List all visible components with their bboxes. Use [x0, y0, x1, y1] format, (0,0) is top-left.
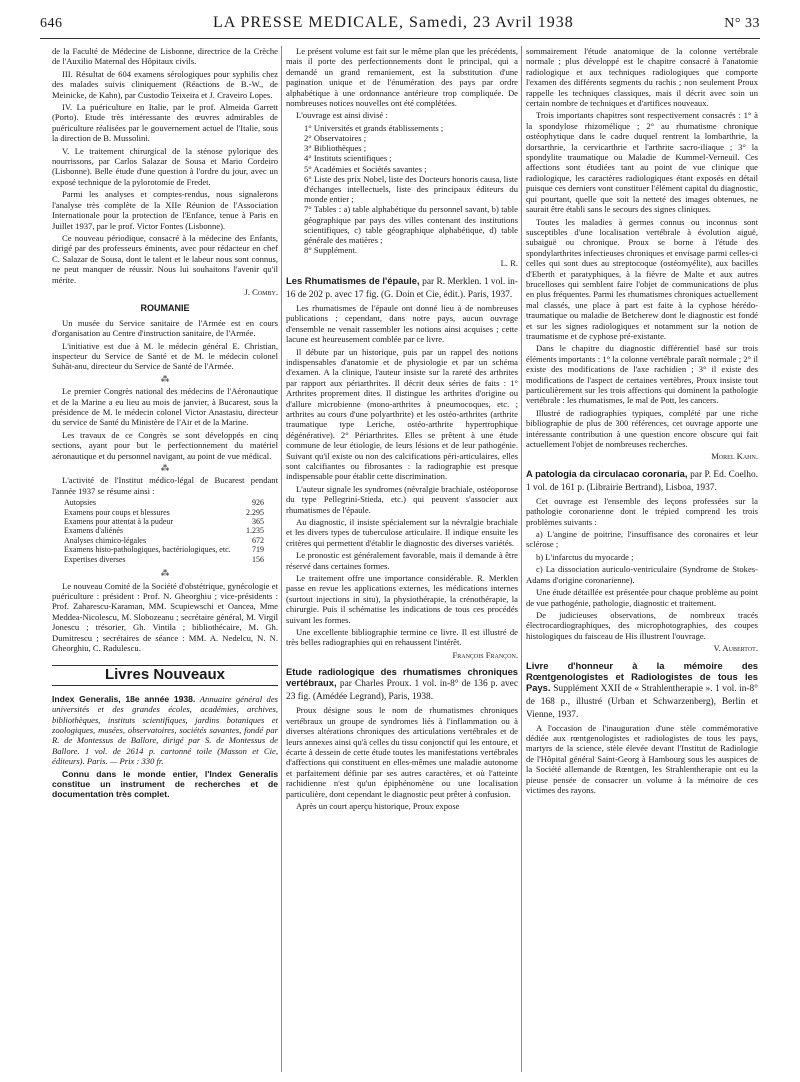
page-header	[40, 14, 760, 36]
paragraph: L'activité de l'Institut médico-légal de Bucarest pendant l'année 1937 se résume ainsi :	[52, 475, 278, 496]
paragraph: Les travaux de ce Congrès se sont développés en cinq sections, ayant pour but le perfectionnement du matériel aéronautique et du personnel navigant, au point de vue médical.	[52, 429, 278, 461]
list-item: 1° Universités et grands établissements ;	[304, 122, 444, 133]
book-review	[52, 694, 278, 767]
book-reference: par R. Merklen. 1 vol. in-16 de 202 p. avec 17 fig. (G. Doin et Cie, édit.). Paris, 1937.	[286, 276, 518, 300]
stat-value: 672	[252, 535, 264, 545]
paragraph: Le pronostic est généralement favorable, mais il demande à être réservé dans certaines formes.	[286, 550, 518, 571]
stat-label: Expertises diverses	[64, 554, 126, 564]
stat-label: Examens pour attentat à la pudeur	[64, 517, 174, 527]
table-row	[52, 517, 278, 526]
list-item: 3° Bibliothèques ;	[304, 143, 367, 154]
paragraph: Trois importants chapitres sont respectivement consacrés : 1° à la spondylose rhizomélique ; 2° au rhumatisme chronique ostéophytique dans le cadre duquel rentrent la lombarthrie, la dorsarthrie, la cervicarthrie et l'arthrite sacro-iliaque ; 3° la spondylite traumatique ou Maladie de Kummel-Verneuil. Ces affections sont étudiées tant au point de vue clinique que radiologique, les caractères radiologiques étant exposés en détail puisque ces derniers vont constituer l'élément capital du diagnostic, qui pourtant, quelle que soit la netteté des images obtenues, ne saurait être établi sans le secours des signes cliniques.	[526, 110, 758, 215]
book-review-heading	[286, 666, 518, 703]
paragraph: Un musée du Service sanitaire de l'Armée est en cours d'organisation au Centre d'instruction sanitaire, de l'Armée.	[52, 317, 278, 339]
book-title: Index Generalis, 18e année 1938.	[52, 693, 196, 704]
signature: François Françon.	[452, 649, 518, 660]
table-row	[52, 498, 278, 507]
paragraph: Ce nouveau périodique, consacré à la médecine des Enfants, dirigé par des professeurs éminents, avec pour rédacteur en chef C. Salazar de Sousa, dont le talent et le labeur nous sont connus, ne peut manquer de réussir. Nous lui souhaitons l'avenir qu'il mérite.	[52, 232, 278, 285]
section-separator: ⁂	[160, 463, 170, 474]
book-reference: Annuaire général des universités et des grandes écoles, académies, archives, bibliothèques, instituts scientifiques, jardins botaniques et zoologiques, musées, observatoires, sociétés savantes, fondé par R. de Montessus de Ballore, dirigé par S. de Montessus de Ballore. 1 vol. de 2614 p. cartonné toile (Masson et Cie, éditeurs). Paris. — Prix : 330 fr.	[52, 693, 278, 767]
book-title: Etude radiologique des rhumatismes chroniques vertébraux,	[286, 666, 518, 689]
section-title: Livres Nouveaux	[52, 665, 278, 685]
book-title: Les Rhumatismes de l'épaule,	[286, 274, 420, 286]
statistics-table	[52, 498, 278, 564]
list-item: c) La dissociation auriculo-ventriculaire (Syndrome de Stokes-Adams d'origine coronarienne).	[526, 564, 758, 585]
journal-title: LA PRESSE MEDICALE, Samedi, 23 Avril 1938	[213, 14, 574, 31]
stat-value: 2.295	[246, 507, 264, 517]
book-review-heading	[526, 660, 758, 721]
stat-value: 926	[252, 498, 264, 508]
paragraph: V. Le traitement chirurgical de la sténose pylorique des nourrissons, par Carlos Salazar de Sousa et Mario Cordeiro (Lisbonne). Belle étude d'une question à l'ordre du jour, avec un exposé technique de la pylorotomie de Fredet.	[52, 145, 278, 187]
book-review-heading	[286, 275, 518, 301]
signature: L. R.	[500, 258, 518, 269]
paragraph: Illustré de radiographies typiques, complété par une riche bibliographie de plus de 300 références, cet ouvrage apporte une intéressante contribution à une question encore obscure qui fait actuellement l'objet de nombreuses recherches.	[526, 407, 758, 450]
paragraph: Cet ouvrage est l'ensemble des leçons professées sur la pathologie coronarienne dont le trépied comprend les trois problèmes suivants :	[526, 495, 758, 527]
stat-label: Examens histo-pathologiques, bactériologiques, etc.	[64, 545, 231, 555]
book-title: Livre d'honneur à la mémoire des Rœntgenologistes et Radiologistes de tous les Pays.	[526, 659, 758, 693]
paragraph: Une étude détaillée est présentée pour chaque problème au point de vue pathogénie, pathologie, diagnostic et traitement.	[526, 587, 758, 608]
table-row	[52, 508, 278, 517]
paragraph: Le nouveau Comité de la Société d'obstétrique, gynécologie et puériculture : président : Prof. N. Gheorghiu ; vice-présidents : Prof. Zaharescu-Karaman, MM. Scupiewschi et Oancea, Mme Meddea-Nicolescu, M. Slobozeanu ; secrétaire général, M. Virgil Jonescu ; trésorier, Gh. Vintila ; bibliothécaire, M. Gh. Dumitrescu ; secrétaires de séance : MM. A. Nedelcu, N. N. Gheorghiu, C. Radulescu.	[52, 580, 278, 653]
stat-value: 156	[252, 554, 264, 564]
paragraph: De judicieuses observations, de nombreux tracés électrocardiographiques, des microphotographies, des coupes histologiques du faisceau de His illustrent l'ouvrage.	[526, 609, 758, 641]
header-rule	[40, 38, 760, 39]
paragraph: Toutes les maladies à germes connus ou inconnus sont susceptibles d'une localisation vertébrale à évolution aiguë, subaiguë ou chronique. Proux se borne à l'étude des spondylarthrites infectieuses chroniques et envisage parmi celles-ci celles qui sont dues au streptocoque (ostéomyélite), aux bacilles d'Eberth et paratyphiques, à la fièvre de Malte et aux autres brucelloses qui semblent faire l'objet de communications de plus en plus fréquentes. Parmi les rhumatismes chroniques actuellement mal classés, une place à part est faite à la cyphose hérédo-traumatique ou maladie de Betcherew dont le diagnostic est fondé et sur les signes radiologiques et notamment sur la notion de traumatisme et de cyphose pré-existante.	[526, 216, 758, 341]
list-item: a) L'angine de poitrine, l'insuffisance des coronaires et leur sclérose ;	[526, 529, 758, 550]
book-reference: par Charles Proux. 1 vol. in-8° de 136 p. avec 23 fig. (Amédée Legrand), Paris, 1938.	[286, 679, 518, 703]
list-item: 8° Supplément.	[304, 245, 358, 256]
signature: J. Comby.	[244, 286, 278, 297]
paragraph: Connu dans le monde entier, l'Index Generalis constitue un instrument de recherches et de documentation très complet.	[52, 768, 278, 800]
paragraph: Au diagnostic, il insiste spécialement sur la névralgie brachiale et les divers types de tuberculose articulaire. Il indique ensuite les critères qui permettent d'établir le diagnostic des diverses variétés.	[286, 517, 518, 548]
column-divider	[281, 46, 282, 1072]
paragraph: L'auteur signale les syndromes (névralgie brachiale, ostéoporose du type Pellegrini-Stieda, etc.) qui peuvent s'associer aux rhumatismes de l'épaule.	[286, 483, 518, 515]
paragraph: Proux désigne sous le nom de rhumatismes chroniques vertébraux un groupe de syndromes liés à l'inflammation ou à diverses altérations chroniques des articulations vertébrales et de leurs annexes ainsi qu'à celles du tissu conjonctif qui les entoure, et écarte à dessein de cette étude toutes les manifestations vertébrales d'affections qui constituent en elles-mêmes une maladie autonome et parfaitement définie par ses autres caractères, et où l'atteinte rachidienne n'est qu'un épiphénomène ou une localisation particulière, dont cependant le diagnostic peut prêter à confusion.	[286, 705, 518, 799]
paragraph: Parmi les analyses et comptes-rendus, nous signalerons l'analyse très complète de la XIIe Réunion de l'Association Internationale pour la protection de l'Enfance, tenue à Paris en Juillet 1937, par le prof. Victor Fontes (Lisbonne).	[52, 189, 278, 231]
column-2	[286, 46, 518, 1074]
column-1	[52, 46, 278, 1074]
stat-value: 719	[252, 545, 264, 555]
stat-label: Autopsies	[64, 498, 96, 508]
paragraph: IV. La puériculture en Italie, par le prof. Almeida Garrett (Porto). Etude très intéressante des œuvres admirables de puériculture réalisées par le gouvernement actuel de l'Italie, sous la direction de B. Mussolini.	[52, 102, 278, 144]
paragraph: sommairement l'étude anatomique de la colonne vertébrale normale ; plus développé est le chapitre consacré à l'anatomie radiologique et aux techniques radiologiques que comporte l'examen des différents segments du rachis ; non seulement Proux rappelle les techniques classiques, mais il décrit avec soin un certain nombre de techniques et d'artifices nouveaux.	[526, 46, 758, 109]
list-item: b) L'infarctus du myocarde ;	[536, 551, 634, 562]
stat-label: Analyses chimico-légales	[64, 535, 146, 545]
paragraph: Une excellente bibliographie termine ce livre. Il est illustré de très belles radiographies qui en rehaussent l'intérêt.	[286, 627, 518, 648]
list-item: 6° Liste des prix Nobel, liste des Docteurs honoris causa, liste d'échanges intellectuels, liste des principaux éditeurs du monde entier ;	[304, 173, 518, 205]
section-separator: ⁂	[160, 568, 170, 579]
paragraph: de la Faculté de Médecine de Lisbonne, directrice de la Crèche de l'Auxilio Maternal des Hôpitaux civils.	[52, 46, 278, 67]
issue-number: N° 33	[724, 16, 760, 31]
paragraph: III. Résultat de 604 examens sérologiques pour syphilis chez des malades suivis cliniquement (Réactions de B.-W., de Meinicke, de Kahn), par Custodio Teixeira et J. Craveiro Lopes.	[52, 68, 278, 100]
table-row	[52, 545, 278, 554]
paragraph: A l'occasion de l'inauguration d'une stèle commémorative dédiée aux rœntgenologistes et radiologistes de tous les pays, martyrs de la science, stèle élevée devant l'Institut de Radiologie de l'Hôpital général Saint-Georg à Hambourg sous les auspices de la Société allemande de Rœntgen, les Strahlentherapie ont eu la pieuse pensée de consacrer un volume à la mémoire de ces victimes des rayons.	[526, 722, 758, 795]
stat-value: 1.235	[246, 526, 264, 536]
paragraph: L'initiative est due à M. le médecin général E. Christian, inspecteur du Service de Santé et de M. le médecin colonel Suhăt-anu, directeur du Service de Santé de l'Armée.	[52, 340, 278, 372]
table-row	[52, 555, 278, 564]
list-item: 4° Instituts scientifiques ;	[304, 153, 392, 164]
paragraph: Le traitement offre une importance considérable. R. Merklen passe en revue les applications externes, les médications internes (surtout injections in situ), la physiothérapie, la crénothérapie, la chirurgie. Puis il schématise les indications de tous ces procédés suivant les formes.	[286, 573, 518, 625]
book-reference: Supplément XXII de « Strahlentherapie ». 1 vol. in-8° de 168 p., illustré (Urban et Schwarzenberg), Berlin et Vienne, 1937.	[526, 683, 758, 720]
column-divider	[521, 46, 522, 1072]
list-item: 5° Académies et Sociétés savantes ;	[304, 163, 427, 174]
paragraph: L'ouvrage est ainsi divisé :	[296, 110, 388, 121]
paragraph: Après un court aperçu historique, Proux expose	[296, 800, 460, 811]
table-row	[52, 526, 278, 535]
signature: Morel Kahn.	[711, 451, 758, 462]
list-item: 2° Observatoires ;	[304, 133, 367, 144]
stat-label: Examens pour coups et blessures	[64, 507, 170, 517]
list-item: 7° Tables : a) table alphabétique du personnel savant, b) table géographique par pays des villes contenant des institutions scientifiques, c) table géographique alphabétique, d) table générale des matières ;	[304, 204, 518, 246]
signature: V. Aubertot.	[713, 643, 758, 654]
book-reference: par P. Ed. Coelho. 1 vol. de 161 p. (Librairie Bertrand), Lisboa, 1937.	[526, 469, 758, 493]
table-row	[52, 536, 278, 545]
paragraph: Dans le chapitre du diagnostic différentiel basé sur trois éléments importants : 1° la colonne vertébrale paraît normale ; 2° il existe des modifications de l'axe rachidien ; 3° il existe des modifications de l'aspect de certaines vertèbres, Proux insiste tout particulièrement sur les trois affections qui dominent la pathologie vertébrale : les rhumatismes, le mal de Pott, les cancers.	[526, 343, 758, 406]
section-separator: ⁂	[160, 373, 170, 384]
stat-label: Examens d'aliénés	[64, 526, 123, 536]
paragraph: Il débute par un historique, puis par un rappel des notions indispensables d'anatomie et de physiologie et par un schéma d'examen. A la clinique, l'auteur insiste sur la rareté des arthrites par rapport aux périarthrites. Il décrit deux séries de faits : 1° Arthrites proprement dites. Il distingue les arthrites d'origine ou d'allure microbienne (mono-arthrites à pneumocoques, etc. ; arthrites au cours d'une polyarthrite) et les ostéo-arthrites (arthrite traumatique type Leriche, ostéo-arthrite hypertrophique dégénérative). 2° Périarthrites. Elles se prêtent à une étude commune de leur étiologie, de leurs lésions et de leur pathogénie. Suivant qu'il existe ou non des calcifications péri-articulaires, elles sont calcifiantes ou fibrosantes : la radiographie est presque indispensable pour établir cette discrimination.	[286, 346, 518, 482]
stat-value: 365	[252, 517, 264, 527]
column-3	[526, 46, 758, 1074]
paragraph: Le présent volume est fait sur le même plan que les précédents, mais il porte des perfectionnements dont le principal, qui a demandé un grand remaniement, est la substitution d'une pagination unique et de l'énumération des pays par ordre alphabétique à une ordonnance antérieure trop compliquée. De nombreuses notices nouvelles ont été complétées.	[286, 46, 518, 109]
page-number: 646	[40, 16, 63, 31]
paragraph: Les rhumatismes de l'épaule ont donné lieu à de nombreuses publications ; cependant, dans notre pays, aucun ouvrage d'ensemble ne venait rassembler les notions ainsi acquises ; cette lacune est heureusement comblée par ce livre.	[286, 302, 518, 345]
book-title: A patologia da circulacao coronaria,	[526, 467, 688, 479]
contents-list	[304, 123, 518, 256]
section-heading: ROUMANIE	[140, 303, 190, 314]
paragraph: Le premier Congrès national des médecins de l'Aéronautique et de la Marine a eu lieu au mois de janvier, à Bucarest, sous la présidence de M. le médecin colonel Victor Anastasiu, directeur du service de Santé du Ministère de l'Air et de la Marine.	[52, 386, 278, 428]
book-review-heading	[526, 468, 758, 494]
